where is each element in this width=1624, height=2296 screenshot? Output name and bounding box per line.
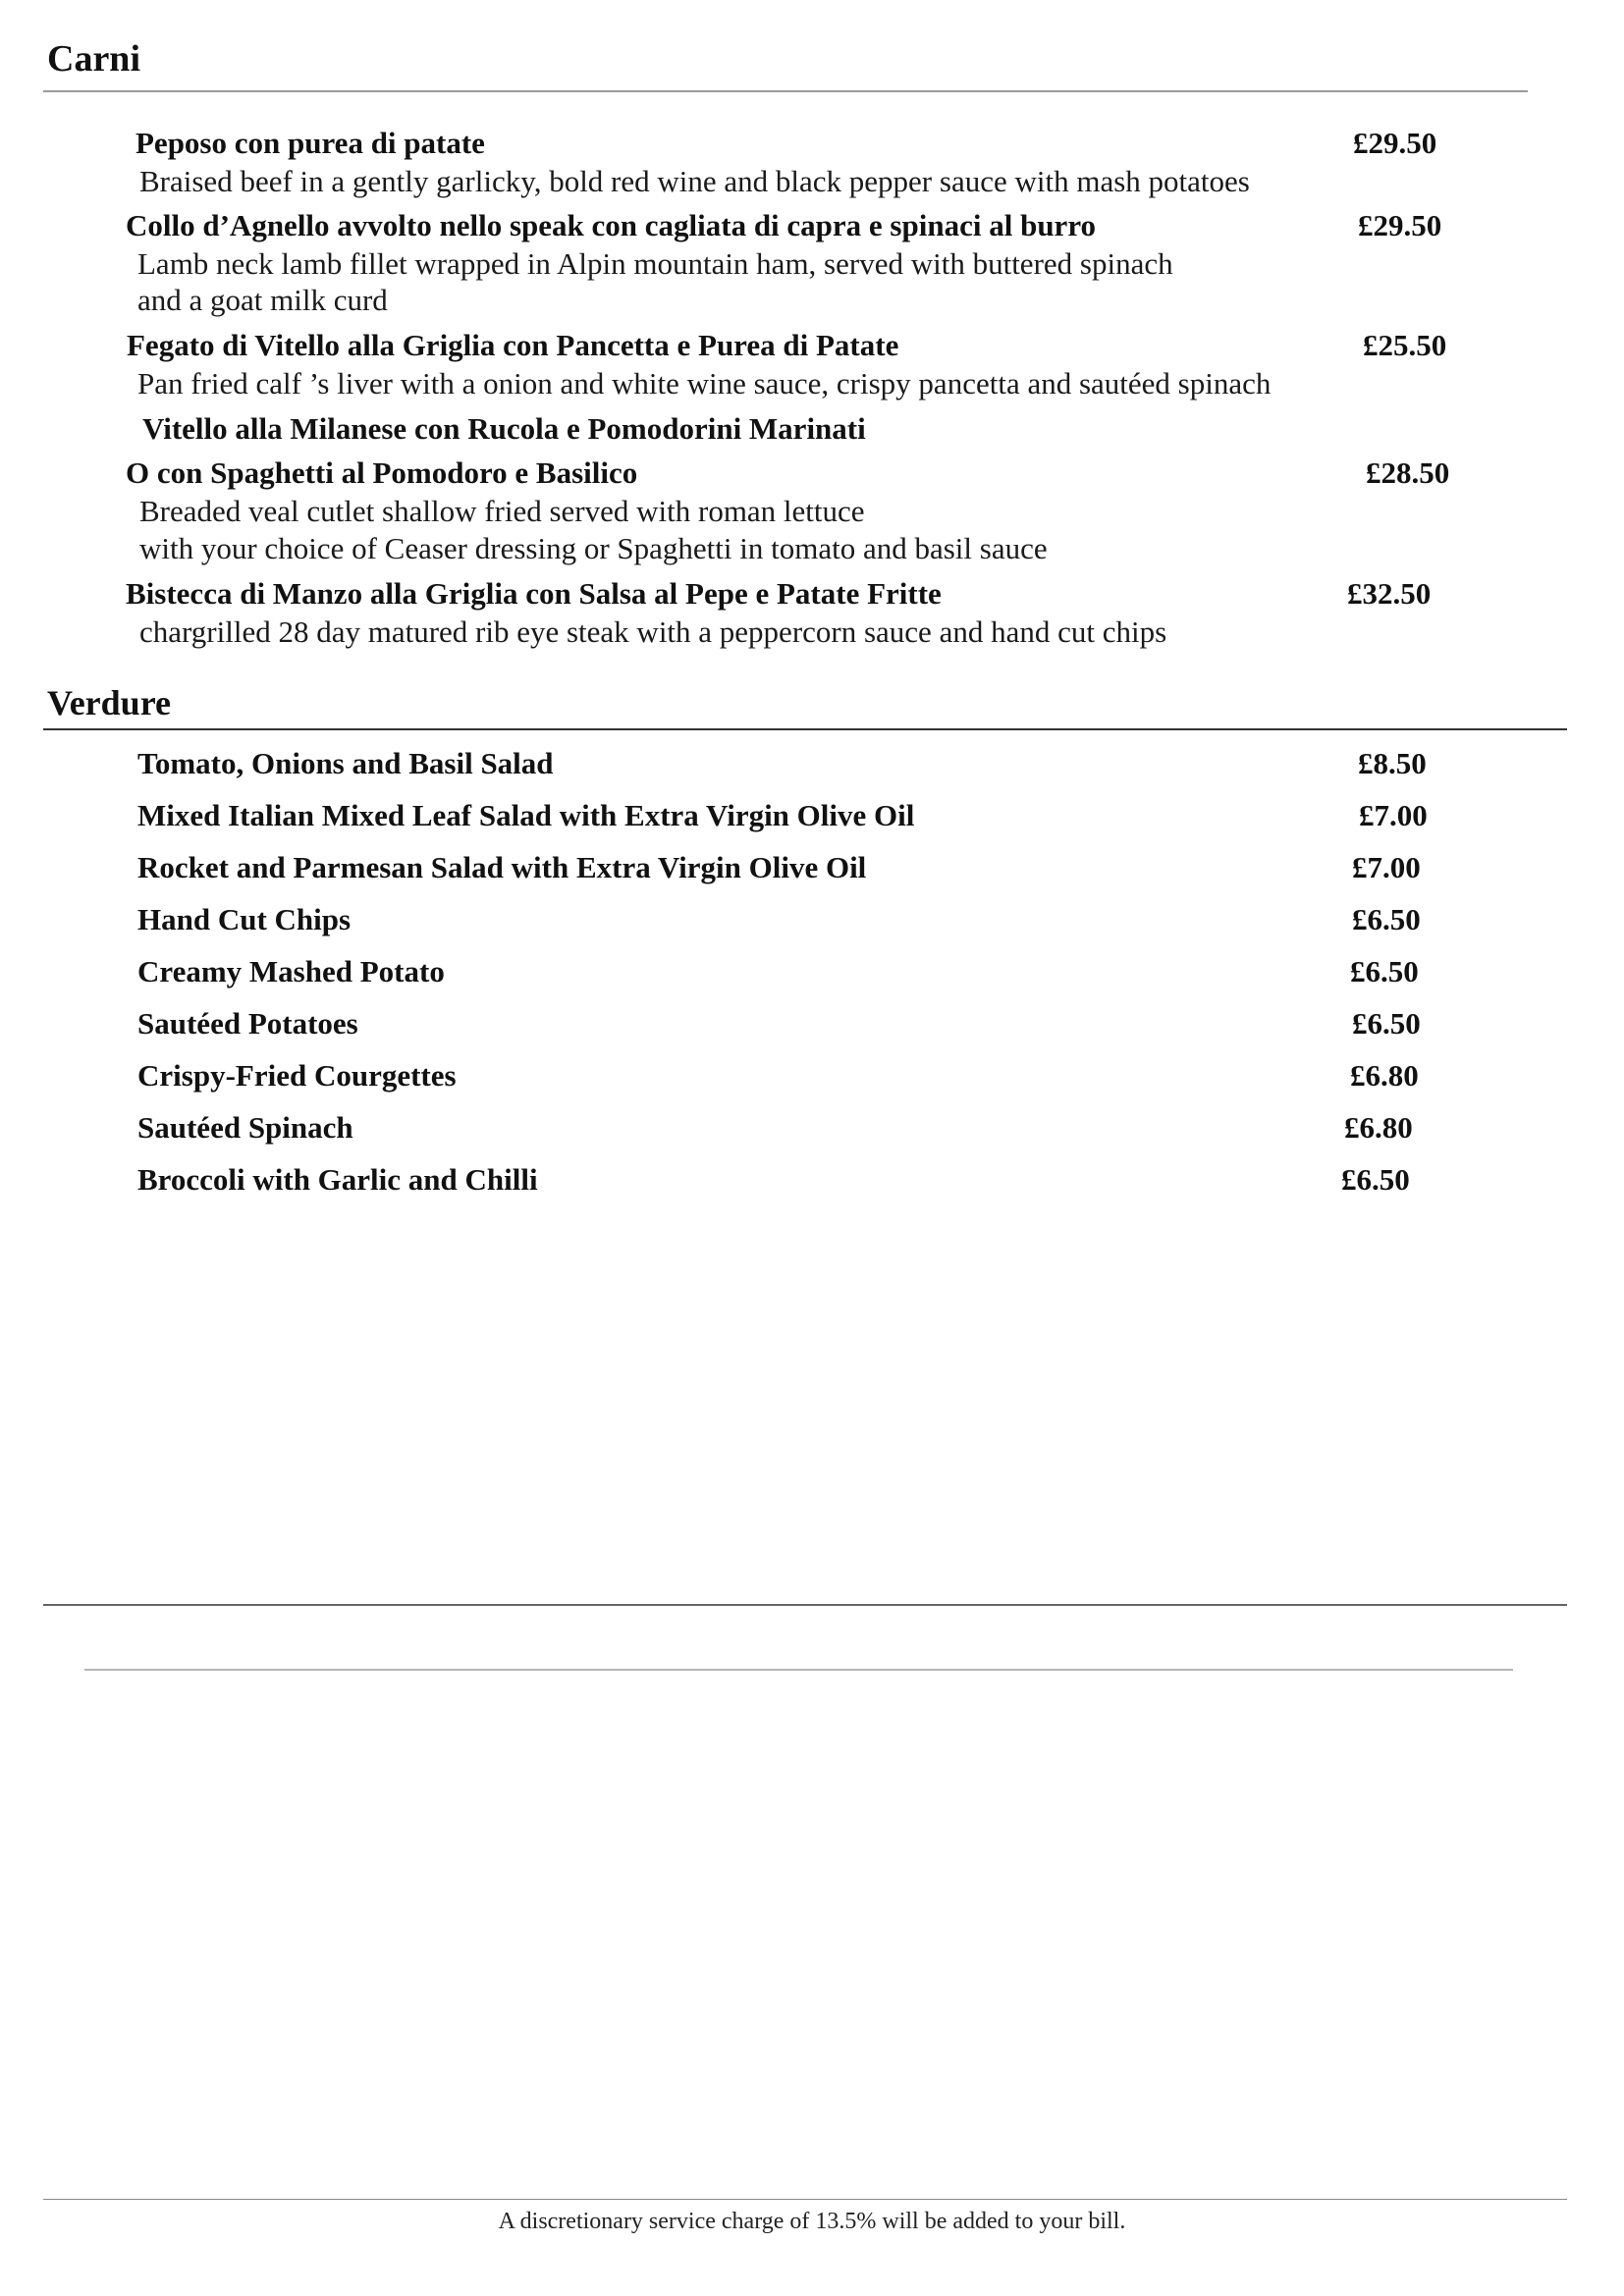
section-title-carni: Carni: [47, 38, 140, 80]
verdure-item-price: £8.50: [1358, 746, 1427, 780]
verdure-item-name: Creamy Mashed Potato: [137, 954, 445, 988]
carni-item-desc: and a goat milk curd: [137, 283, 388, 317]
service-charge-note: A discretionary service charge of 13.5% will be added to your bill.: [498, 2209, 1126, 2234]
carni-item-price: £29.50: [1358, 208, 1442, 242]
verdure-divider: [43, 728, 1567, 730]
verdure-item-name: Crispy-Fried Courgettes: [137, 1058, 457, 1093]
carni-item-name: Fegato di Vitello alla Griglia con Pancetta e Purea di Patate: [127, 328, 899, 362]
section-title-verdure: Verdure: [47, 683, 171, 722]
lower-divider: [43, 1604, 1567, 1606]
verdure-item-price: £6.50: [1352, 1006, 1421, 1041]
carni-item-price: £28.50: [1366, 455, 1450, 490]
verdure-item-name: Sautéed Spinach: [137, 1110, 353, 1145]
carni-item-price: £29.50: [1353, 126, 1437, 160]
verdure-item-name: Rocket and Parmesan Salad with Extra Virgin Olive Oil: [137, 850, 867, 884]
verdure-item-price: £6.50: [1350, 954, 1419, 988]
footer-divider: [43, 2199, 1567, 2200]
carni-item-desc: Lamb neck lamb fillet wrapped in Alpin mountain ham, served with buttered spinach: [137, 246, 1173, 281]
carni-item-desc: chargrilled 28 day matured rib eye steak with a peppercorn sauce and hand cut chips: [139, 614, 1167, 649]
carni-item-desc: with your choice of Ceaser dressing or Spaghetti in tomato and basil sauce: [139, 531, 1048, 565]
carni-item-desc: Pan fried calf ’s liver with a onion and white wine sauce, crispy pancetta and sautéed spinach: [137, 366, 1272, 400]
verdure-item-price: £7.00: [1352, 850, 1421, 884]
verdure-item-name: Hand Cut Chips: [137, 902, 352, 936]
carni-item-price: £32.50: [1347, 576, 1432, 611]
verdure-item-name: Tomato, Onions and Basil Salad: [137, 746, 554, 780]
carni-divider: [43, 90, 1528, 92]
carni-item-desc: Braised beef in a gently garlicky, bold red wine and black pepper sauce with mash potatoes: [139, 164, 1250, 198]
verdure-item-price: £6.50: [1352, 902, 1421, 936]
carni-item-price: £25.50: [1363, 328, 1447, 362]
verdure-item-price: £6.80: [1344, 1110, 1413, 1145]
carni-item-name: Vitello alla Milanese con Rucola e Pomodorini Marinati: [142, 411, 866, 446]
carni-item-name-line2: O con Spaghetti al Pomodoro e Basilico: [126, 455, 638, 490]
verdure-item-name: Mixed Italian Mixed Leaf Salad with Extra Virgin Olive Oil: [137, 798, 915, 832]
lower-divider-thin: [84, 1669, 1513, 1671]
verdure-item-price: £6.50: [1341, 1162, 1410, 1197]
verdure-item-price: £7.00: [1359, 798, 1428, 832]
carni-item-name: Peposo con purea di patate: [135, 126, 485, 160]
carni-item-name: Collo d’Agnello avvolto nello speak con cagliata di capra e spinaci al burro: [126, 208, 1097, 242]
verdure-item-price: £6.80: [1350, 1058, 1419, 1093]
verdure-item-name: Sautéed Potatoes: [137, 1006, 358, 1041]
carni-item-name: Bistecca di Manzo alla Griglia con Salsa al Pepe e Patate Fritte: [126, 576, 942, 611]
carni-item-desc: Breaded veal cutlet shallow fried served with roman lettuce: [139, 494, 865, 528]
verdure-item-name: Broccoli with Garlic and Chilli: [137, 1162, 538, 1197]
